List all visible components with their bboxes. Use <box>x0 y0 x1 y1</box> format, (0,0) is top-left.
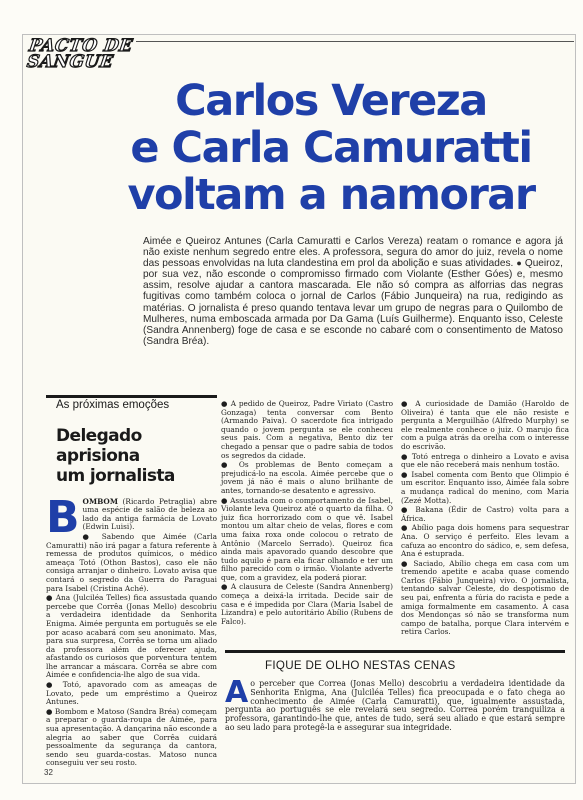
box-text <box>225 675 565 733</box>
column-2 <box>221 400 393 627</box>
sub-headline-line-2: um jornalista <box>56 465 175 486</box>
page-number: 32 <box>44 768 53 777</box>
intro-paragraph <box>46 491 217 543</box>
sub-headline-line-1: Delegado aprisiona <box>56 425 142 466</box>
section-logo <box>26 38 141 72</box>
intro-caps: OMBOM <box>82 496 118 506</box>
lead-text-2: Queiroz, por sua vez, não esconde o compromisso firmado com Violante (Esther Góes) e, mesmo assim, resolve ajudar a cantora mascarada. Ele não só compra as alforrias das negras fugitivas como também coloca o jornal de Carlos (Fábio Junqueira) na rua, redigindo as matérias. O jornalista é preso quando tentava levar um grupo de negras para o Quilombo de Mulheres, numa emboscada armada por Da Gama (Luís Guilherme). Enquanto isso, Celeste (Sandra Annenberg) foge de casa e se esconde no cabaré com o consentimento de Matoso (Sandra Bréa). <box>143 258 563 347</box>
highlight-box <box>225 650 565 772</box>
paragraph: ● Bakana (Édir de Castro) volta para a África. <box>401 505 569 523</box>
paragraph: ● Bombom e Matoso (Sandra Bréa) começam a preparar o guarda-roupa de Aimée, para sua apresentação. A dançarina não esconde a alegria ao saber que Corrêa cuidará pessoalmente da segurança da cantora, sendo seu guarda-costas. Matoso nunca conseguiu ver seu rosto. <box>46 706 217 768</box>
dropcap: B <box>46 491 80 543</box>
paragraph: ● Abílio paga dois homens para sequestrar Ana. O serviço é perfeito. Eles levam a cafuza ao encontro do sádico, e, sem defesa, Ana é estuprada. <box>401 523 569 559</box>
paragraph: ● Sabendo que Aimée (Carla Camuratti) não irá pagar a fatura referente à remessa de produtos químicos, o médico ameaça Totó (Othon Bastos), caso ele não consiga arranjar o dinheiro. Lovato avisa que contará o segredo da Guerra do Paraguai para Isabel (Cristina Aché). <box>46 531 217 593</box>
paragraph: ● Isabel comenta com Bento que Olimpio é um escritor. Enquanto isso, Aimée fala sobre a mudança radical do menino, com Maria (Zezé Motta). <box>401 469 569 505</box>
paragraph: ● Totó, apavorado com as ameaças de Lovato, pede um empréstimo a Queiroz Antunes. <box>46 680 217 707</box>
box-rule <box>225 650 565 653</box>
column-1 <box>46 395 217 769</box>
paragraph: ● A curiosidade de Damião (Haroldo de Oliveira) é tanta que ele não resiste e pergunta a Merguilhão (Alfredo Murphy) se ele realmente conhece o juiz. O marujo fica com a pulga atrás da orelha com o interesse do escrivão. <box>401 399 569 451</box>
paragraph: ● A clausura de Celeste (Sandra Annenberg) começa a deixá-la irritada. Decide sair de casa e é impedida por Clara (Maria Isabel de Lizandra) e pelo autoritário Abílio (Rubens de Falco). <box>221 582 393 626</box>
kicker: As próximas emoções <box>56 399 170 411</box>
paragraph: ● Ana (Julciléa Telles) fica assustada quando percebe que Corrêa (Jonas Mello) descobriu a verdadeira identidade da Senhorita Enigma. Aimée pergunta em português se ele por acaso acabará com seu anonimato. Mas, para sua surpresa, Corrêa se torna um aliado da professora além de oferecer ajuda, afastando os curiosos que porventura tentem lhe arrancar a máscara. Corrêa se abre com Aimée e confidencia-lhe algo de sua vida. <box>46 593 217 680</box>
paragraph: ● Saciado, Abílio chega em casa com um tremendo apetite e acaba quase comendo Carlos (Fábio Junqueira) vivo. O jornalista, tentando salvar Celeste, do despotismo de seu pai, enfrenta a fúria do racista e pede a amiga formalmente em casamento. A casa dos Mendonças só não se transforma num campo de batalha, porque Clara intervém e retira Carlos. <box>401 558 569 637</box>
sub-headline <box>56 426 217 486</box>
headline-line-2: e Carla Camuratti <box>130 123 532 173</box>
lead-paragraph <box>143 236 563 347</box>
paragraph: ● Totó entrega o dinheiro a Lovato e avisa que ele não receberá mais nenhum tostão. <box>401 451 569 470</box>
headline-line-1: Carlos Vereza <box>175 76 487 126</box>
kicker-rule <box>46 395 217 398</box>
box-dropcap: A <box>225 675 249 710</box>
column-3 <box>401 400 569 638</box>
paragraph: ● Assustada com o comportamento de Isabel, Violante leva Queiroz até o quarto da filha. O juiz fica horrorizado com o que vê. Isabel montou um altar cheio de velas, flores e com uma faixa roxa onde colocou o retrato de Antônio (Marcelo Serrado). Queiroz fica ainda mais apavorado quando descobre que tudo aquilo é para ela ficar olhando e ter um filho parecido com o irmão. Violante adverte que, com a gravidez, ela poderá piorar. <box>221 495 393 582</box>
paragraph: ● A pedido de Queiroz, Padre Viriato (Castro Gonzaga) tenta conversar com Bento (Armando Paiva). O sacerdote fica intrigado quando o jovem pergunta se ele conheceu seus pais. Com a negativa, Bento diz ter chegado a pensar que o padre sabia de todos os segredos da cidade. <box>221 399 393 460</box>
box-title: FIQUE DE OLHO NESTAS CENAS <box>265 659 456 672</box>
intro-text: (Ricardo Petraglia) abre uma espécie de salão de beleza ao lado da antiga farmácia de Lovato (Edwin Luisi). <box>82 496 217 532</box>
section-logo-line1: PACTO DE <box>27 36 135 56</box>
bullet-icon: ● <box>516 258 522 269</box>
box-body: o perceber que Correa (Jonas Mello) descobriu a verdadeira identidade da Senhorita Enigma, Ana (Julciléa Telles) fica preocupada e o fato chega ao conhecimento de Aimée (Carla Camuratti), que, igualmente assustada, pergunta ao português se ele revelará seu segredo. Correa porém tranquiliza a professora, garantindo-lhe que, antes de tudo, será seu aliado e que estará sempre ao seu lado para protegê-la e assegurar sua integridade. <box>225 679 565 732</box>
lead-text-1: Aimée e Queiroz Antunes (Carla Camuratti e Carlos Vereza) reatam o romance e agora já não existe nenhum segredo entre eles. A professora, segura do amor do juiz, revela o nome das pessoas envolvidas na luta clandestina em prol da abolição e suas atividades. <box>143 236 563 270</box>
section-logo-line2: SANGUE <box>25 52 115 72</box>
top-rule <box>136 41 574 42</box>
headline <box>96 78 566 219</box>
paragraph: ● Os problemas de Bento começam a prejudicá-lo na escola. Aimée percebe que o jovem já não é mais o aluno brilhante de antes, tornando-se desatento e agressivo. <box>221 460 393 495</box>
headline-line-3: voltam a namorar <box>127 170 535 220</box>
